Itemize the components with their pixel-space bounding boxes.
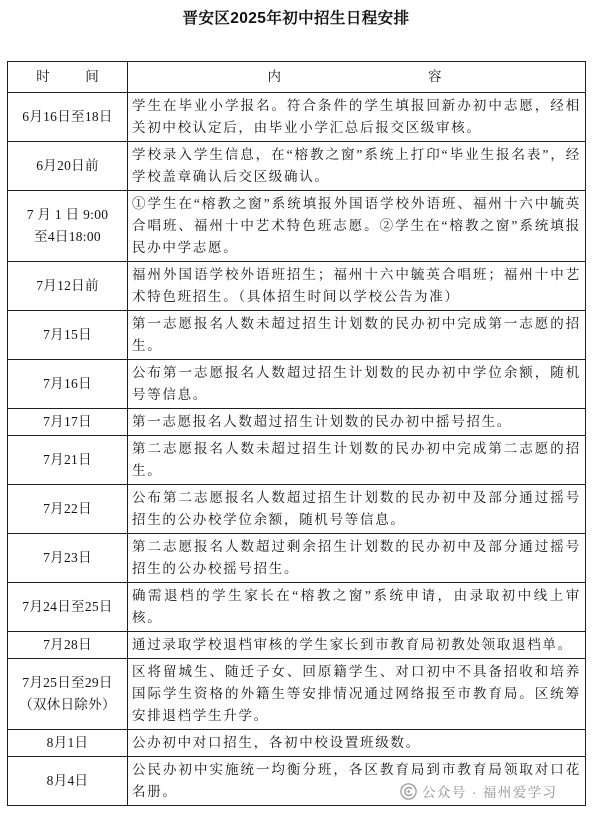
schedule-table <box>7 61 586 806</box>
schedule-content: 第一志愿报名人数超过招生计划数的民办初中摇号招生。 <box>128 409 586 436</box>
schedule-time: 7月12日前 <box>8 262 128 311</box>
table-row <box>8 142 586 191</box>
schedule-time: 7 月 1 日 9:00 至4日18:00 <box>8 191 128 262</box>
schedule-content: 确需退档的学生家长在“榕教之窗”系统申请，由录取初中线上审核。 <box>128 583 586 632</box>
schedule-time: 7月22日 <box>8 485 128 534</box>
table-row <box>8 534 586 583</box>
schedule-content: 学校录入学生信息，在“榕教之窗”系统上打印“毕业生报名表”，经学校盖章确认后交区级确认。 <box>128 142 586 191</box>
table-row <box>8 583 586 632</box>
schedule-content: 公办初中对口招生，各初中校设置班级数。 <box>128 730 586 757</box>
schedule-content: 福州外国语学校外语班招生；福州十六中毓英合唱班；福州十中艺术特色班招生。（具体招生时间以学校公告为准） <box>128 262 586 311</box>
schedule-time: 6月20日前 <box>8 142 128 191</box>
schedule-content: 通过录取学校退档审核的学生家长到市教育局初教处领取退档单。 <box>128 632 586 659</box>
table-row <box>8 360 586 409</box>
schedule-content: 公布第二志愿报名人数超过招生计划数的民办初中及部分通过摇号招生的公办校学位余额，随机号等信息。 <box>128 485 586 534</box>
schedule-content: 区将留城生、随迁子女、回原籍学生、对口初中不具备招收和培养国际学生资格的外籍生等安排情况通过网络报至市教育局。区统筹安排退档学生升学。 <box>128 659 586 730</box>
schedule-content: 第一志愿报名人数未超过招生计划数的民办初中完成第一志愿的招生。 <box>128 311 586 360</box>
schedule-time: 7月23日 <box>8 534 128 583</box>
table-row <box>8 485 586 534</box>
schedule-time: 7月15日 <box>8 311 128 360</box>
column-header-time: 时 间 <box>8 62 128 93</box>
table-row <box>8 93 586 142</box>
page-title: 晋安区2025年初中招生日程安排 <box>182 10 410 27</box>
table-row <box>8 632 586 659</box>
table-row <box>8 262 586 311</box>
schedule-content: ①学生在“榕教之窗”系统填报外国语学校外语班、福州十六中毓英合唱班、福州十中艺术特色班志愿。②学生在“榕教之窗”系统填报民办中学志愿。 <box>128 191 586 262</box>
table-row <box>8 409 586 436</box>
table-row <box>8 311 586 360</box>
table-row <box>8 191 586 262</box>
schedule-content: 第二志愿报名人数超过剩余招生计划数的民办初中及部分通过摇号招生的公办校摇号招生。 <box>128 534 586 583</box>
schedule-time: 6月16日至18日 <box>8 93 128 142</box>
table-row <box>8 730 586 757</box>
table-row <box>8 659 586 730</box>
schedule-time: 7月17日 <box>8 409 128 436</box>
wechat-official-account-icon <box>400 783 417 800</box>
schedule-time: 7月28日 <box>8 632 128 659</box>
schedule-time: 7月25日至29日 （双休日除外） <box>8 659 128 730</box>
schedule-content: 第二志愿报名人数未超过招生计划数的民办初中完成第二志愿的招生。 <box>128 436 586 485</box>
schedule-time: 8月4日 <box>8 757 128 806</box>
schedule-time: 7月21日 <box>8 436 128 485</box>
watermark-text: 公众号 · 福州爱学习 <box>422 785 558 800</box>
schedule-content: 学生在毕业小学报名。符合条件的学生填报回新办初中志愿，经相关初中校认定后，由毕业小学汇总后报交区级审核。 <box>128 93 586 142</box>
schedule-time: 7月24日至25日 <box>8 583 128 632</box>
schedule-time: 7月16日 <box>8 360 128 409</box>
column-header-content: 内 容 <box>128 62 586 93</box>
table-row <box>8 436 586 485</box>
schedule-content: 公民办初中实施统一均衡分班，各区教育局到市教育局领取对口花名册。 <box>128 757 586 806</box>
table-header-row <box>8 62 586 93</box>
watermark <box>400 781 557 801</box>
schedule-time: 8月1日 <box>8 730 128 757</box>
schedule-content: 公布第一志愿报名人数超过招生计划数的民办初中学位余额，随机号等信息。 <box>128 360 586 409</box>
